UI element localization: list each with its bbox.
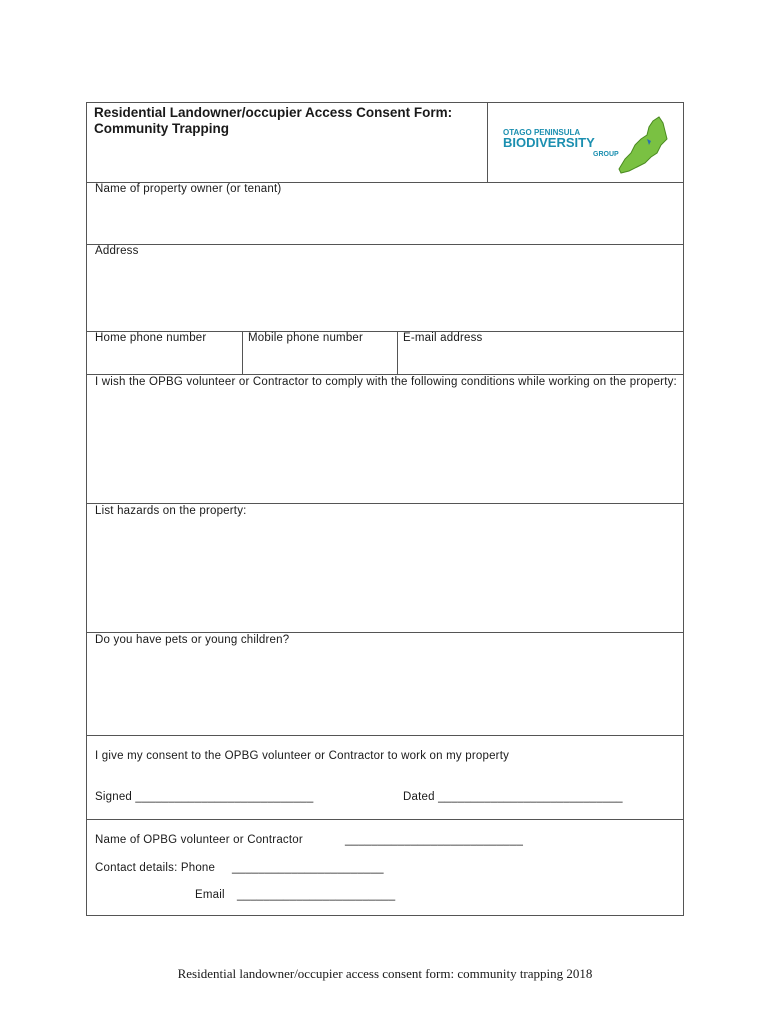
signed-field[interactable]: Signed ___________________________ bbox=[95, 791, 314, 803]
peninsula-map-icon bbox=[501, 109, 681, 175]
svg-text:GROUP: GROUP bbox=[593, 151, 619, 158]
contact-email-field[interactable]: ________________________ bbox=[237, 889, 396, 901]
form-header bbox=[87, 103, 683, 183]
dated-field[interactable]: Dated ____________________________ bbox=[403, 791, 623, 803]
form-title: Residential Landowner/occupier Access Consent Form: Community Trapping bbox=[94, 105, 453, 136]
contact-divider-1 bbox=[242, 332, 243, 374]
pets-label: Do you have pets or young children? bbox=[95, 634, 290, 646]
contact-phone-label: Contact details: Phone bbox=[95, 862, 216, 874]
owner-name-row[interactable] bbox=[87, 183, 683, 245]
owner-name-label: Name of property owner (or tenant) bbox=[95, 183, 282, 195]
volunteer-label: Name of OPBG volunteer or Contractor bbox=[95, 834, 303, 846]
consent-label: I give my consent to the OPBG volunteer or Contractor to work on my property bbox=[95, 750, 510, 762]
page-footer: Residential landowner/occupier access consent form: community trapping 2018 bbox=[177, 966, 593, 981]
contact-row bbox=[87, 332, 683, 375]
volunteer-field[interactable]: ___________________________ bbox=[345, 834, 524, 846]
address-label: Address bbox=[95, 245, 139, 257]
hazards-row[interactable] bbox=[87, 504, 683, 633]
conditions-row[interactable] bbox=[87, 375, 683, 504]
svg-text:OTAGO PENINSULA: OTAGO PENINSULA bbox=[503, 128, 581, 137]
address-row[interactable] bbox=[87, 245, 683, 332]
svg-text:BIODIVERSITY: BIODIVERSITY bbox=[503, 135, 595, 150]
contact-email-label: Email bbox=[195, 889, 225, 901]
volunteer-row bbox=[87, 820, 683, 917]
contact-divider-2 bbox=[397, 332, 398, 374]
email-address-label: E-mail address bbox=[403, 332, 483, 344]
conditions-label: I wish the OPBG volunteer or Contractor to comply with the following conditions while working on the property: bbox=[95, 376, 677, 388]
opbg-logo bbox=[487, 103, 685, 182]
contact-phone-field[interactable]: _______________________ bbox=[232, 862, 384, 874]
hazards-label: List hazards on the property: bbox=[95, 505, 247, 517]
consent-form bbox=[86, 102, 684, 916]
consent-row bbox=[87, 736, 683, 820]
mobile-phone-label: Mobile phone number bbox=[248, 332, 364, 344]
home-phone-label: Home phone number bbox=[95, 332, 207, 344]
pets-row[interactable] bbox=[87, 633, 683, 736]
